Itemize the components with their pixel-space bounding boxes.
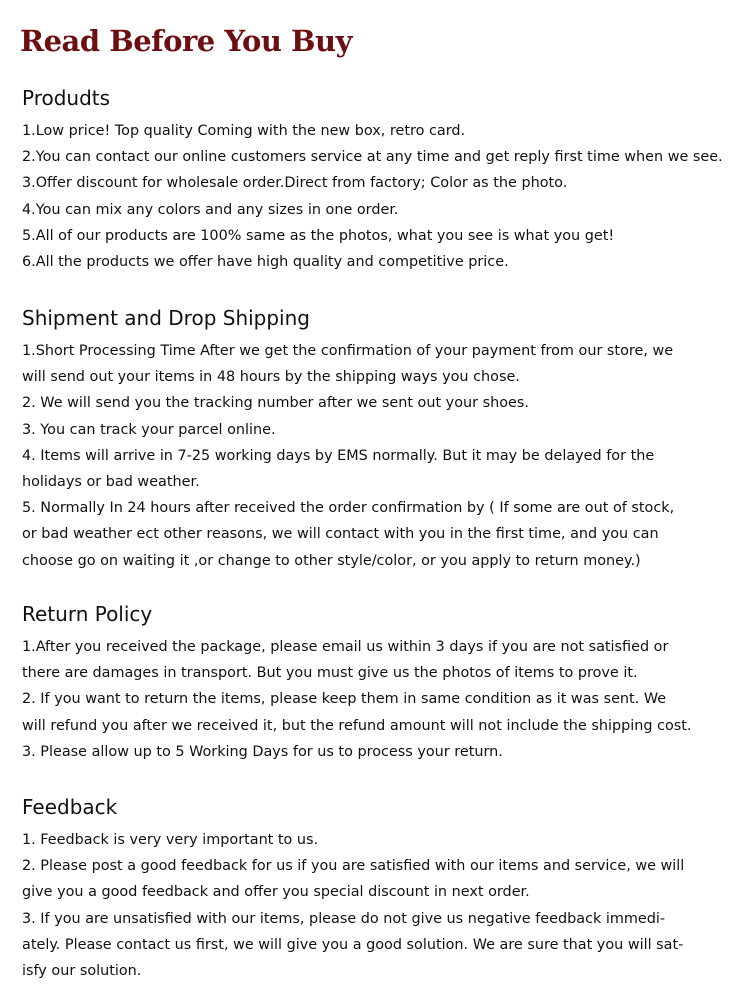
- list-item: there are damages in transport. But you must give us the photos of items to prove it.: [22, 665, 638, 682]
- list-item: 2. If you want to return the items, please keep them in same condition as it was sent. We: [22, 691, 667, 708]
- list-item: 3. Please allow up to 5 Working Days for us to process your return.: [22, 743, 503, 760]
- list-item: 2. We will send you the tracking number after we sent out your shoes.: [22, 395, 529, 412]
- section-heading: Shipment and Drop Shipping: [22, 306, 310, 330]
- section-heading: Produdts: [22, 86, 111, 110]
- list-item: 4. Items will arrive in 7-25 working days by EMS normally. But it may be delayed for the: [22, 447, 655, 464]
- section-feedback: [22, 794, 736, 984]
- section-products: [22, 85, 736, 275]
- section-heading: Return Policy: [22, 602, 153, 626]
- list-item: 6.All the products we offer have high quality and competitive price.: [22, 254, 509, 271]
- list-item: 1.Low price! Top quality Coming with the new box, retro card.: [22, 123, 466, 139]
- page-title: Read Before You Buy: [20, 24, 352, 58]
- list-item: 3. You can track your parcel online.: [22, 421, 276, 438]
- list-item: will send out your items in 48 hours by the shipping ways you chose.: [22, 369, 520, 386]
- list-item: 2. Please post a good feedback for us if you are satisfied with our items and service, we will: [22, 858, 685, 875]
- list-item: will refund you after we received it, but the refund amount will not include the shipping cost.: [22, 717, 692, 734]
- section-heading: Feedback: [22, 795, 118, 819]
- list-item: ately. Please contact us first, we will give you a good solution. We are sure that you will sat-: [22, 936, 684, 953]
- list-item: 1.After you received the package, please email us within 3 days if you are not satisfied or: [22, 639, 669, 655]
- list-item: 5.All of our products are 100% same as the photos, what you see is what you get!: [22, 227, 615, 244]
- list-item: isfy our solution.: [22, 963, 142, 980]
- list-item: holidays or bad weather.: [22, 474, 200, 491]
- list-item: 4.You can mix any colors and any sizes in one order.: [22, 201, 399, 218]
- list-item: 3.Offer discount for wholesale order.Direct from factory; Color as the photo.: [22, 175, 568, 192]
- list-item: 1.Short Processing Time After we get the confirmation of your payment from our store, we: [22, 343, 674, 359]
- list-item: choose go on waiting it ,or change to other style/color, or you apply to return money.): [22, 552, 641, 569]
- list-item: 5. Normally In 24 hours after received the order confirmation by ( If some are out of stock,: [22, 500, 675, 517]
- list-item: 3. If you are unsatisfied with our items, please do not give us negative feedback immedi-: [22, 910, 666, 927]
- list-item: 2.You can contact our online customers service at any time and get reply first time when we see.: [22, 149, 723, 166]
- section-shipment: [22, 305, 736, 574]
- section-return-policy: [22, 601, 736, 765]
- list-item: give you a good feedback and offer you special discount in next order.: [22, 884, 530, 901]
- list-item: or bad weather ect other reasons, we will contact with you in the first time, and you can: [22, 526, 659, 543]
- list-item: 1. Feedback is very very important to us.: [22, 832, 319, 848]
